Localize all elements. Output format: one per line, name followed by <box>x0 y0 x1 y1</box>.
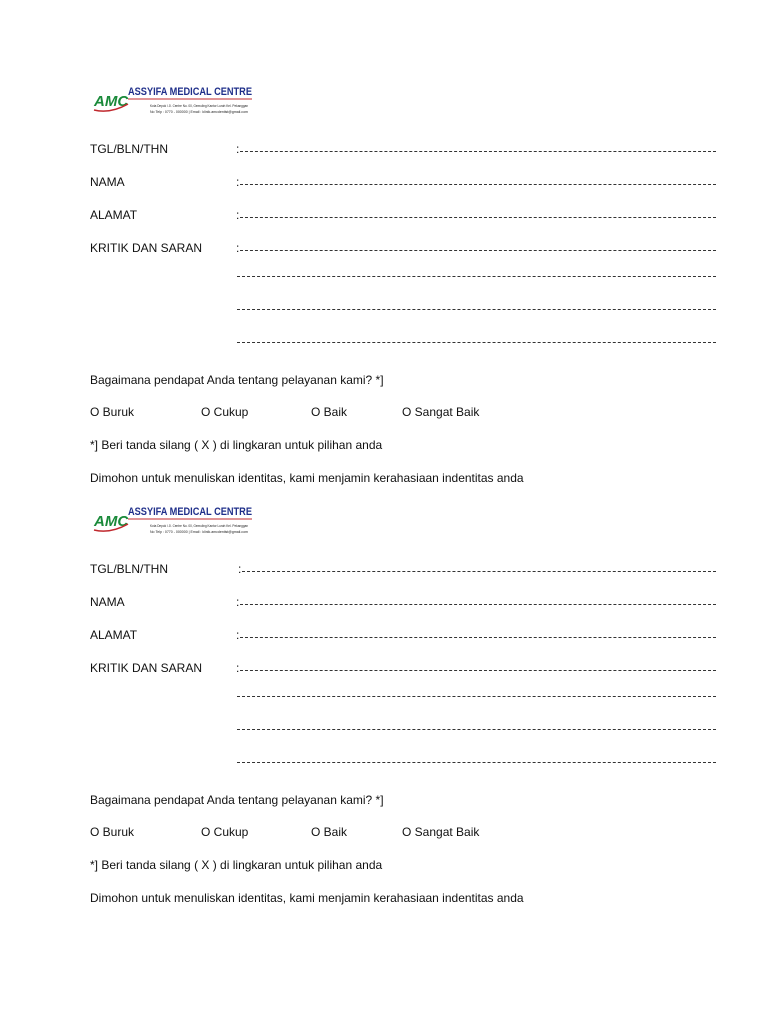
option-cukup[interactable]: O Cukup <box>201 405 249 419</box>
option-cukup[interactable]: O Cukup <box>201 825 249 839</box>
logo-address: Kota Depok / Jl. Centre No. 00, Gemuling Kantor Lurah Kel. Pekanggan <box>150 524 249 528</box>
identity-note: Dimohon untuk menuliskan identitas, kami menjamin kerahasiaan indentitas anda <box>90 891 524 905</box>
clinic-logo <box>92 500 256 544</box>
logo-mark: AMC <box>94 513 129 530</box>
date-field[interactable]: : <box>238 562 716 576</box>
option-sangat-baik[interactable]: O Sangat Baik <box>402 825 480 839</box>
feedback-line-3[interactable] <box>237 307 716 308</box>
label-name: NAMA <box>90 595 125 609</box>
option-baik[interactable]: O Baik <box>311 825 348 839</box>
rating-question: Bagaimana pendapat Anda tentang pelayanan kami? *] <box>90 793 384 807</box>
instruction-text: *] Beri tanda silang ( X ) di lingkaran untuk pilihan anda <box>90 438 383 452</box>
identity-note: Dimohon untuk menuliskan identitas, kami menjamin kerahasiaan indentitas anda <box>90 471 524 485</box>
feedback-line-2[interactable] <box>237 274 716 275</box>
label-date: TGL/BLN/THN <box>90 562 169 576</box>
feedback-line-2[interactable] <box>237 694 716 695</box>
logo-contact: No Telp : 0770 - 000000 | Email : klinik.amcdentist@gmail.com <box>150 110 249 114</box>
feedback-line-3[interactable] <box>237 727 716 728</box>
logo-brand: ASSYIFA MEDICAL CENTRE <box>128 86 252 98</box>
name-field[interactable]: : <box>236 175 716 189</box>
option-buruk[interactable]: O Buruk <box>90 405 135 419</box>
date-field[interactable]: : <box>236 142 716 156</box>
feedback-field[interactable]: : <box>236 661 716 675</box>
feedback-line-4[interactable] <box>237 760 716 761</box>
address-field[interactable]: : <box>236 628 716 642</box>
logo-address: Kota Depok / Jl. Centre No. 00, Gemuling Kantor Lurah Kel. Pekanggan <box>150 104 249 108</box>
logo-brand: ASSYIFA MEDICAL CENTRE <box>128 506 252 518</box>
label-name: NAMA <box>90 175 125 189</box>
instruction-text: *] Beri tanda silang ( X ) di lingkaran untuk pilihan anda <box>90 858 383 872</box>
label-feedback: KRITIK DAN SARAN <box>90 241 203 255</box>
label-date: TGL/BLN/THN <box>90 142 169 156</box>
feedback-line-4[interactable] <box>237 340 716 341</box>
logo-contact: No Telp : 0770 - 000000 | Email : klinik.amcdentist@gmail.com <box>150 530 249 534</box>
option-baik[interactable]: O Baik <box>311 405 348 419</box>
label-address: ALAMAT <box>90 628 138 642</box>
logo-mark: AMC <box>94 93 129 110</box>
address-field[interactable]: : <box>236 208 716 222</box>
clinic-logo <box>92 80 256 124</box>
option-sangat-baik[interactable]: O Sangat Baik <box>402 405 480 419</box>
feedback-field[interactable]: : <box>236 241 716 255</box>
option-buruk[interactable]: O Buruk <box>90 825 135 839</box>
rating-question: Bagaimana pendapat Anda tentang pelayanan kami? *] <box>90 373 384 387</box>
name-field[interactable]: : <box>236 595 716 609</box>
label-feedback: KRITIK DAN SARAN <box>90 661 203 675</box>
label-address: ALAMAT <box>90 208 138 222</box>
